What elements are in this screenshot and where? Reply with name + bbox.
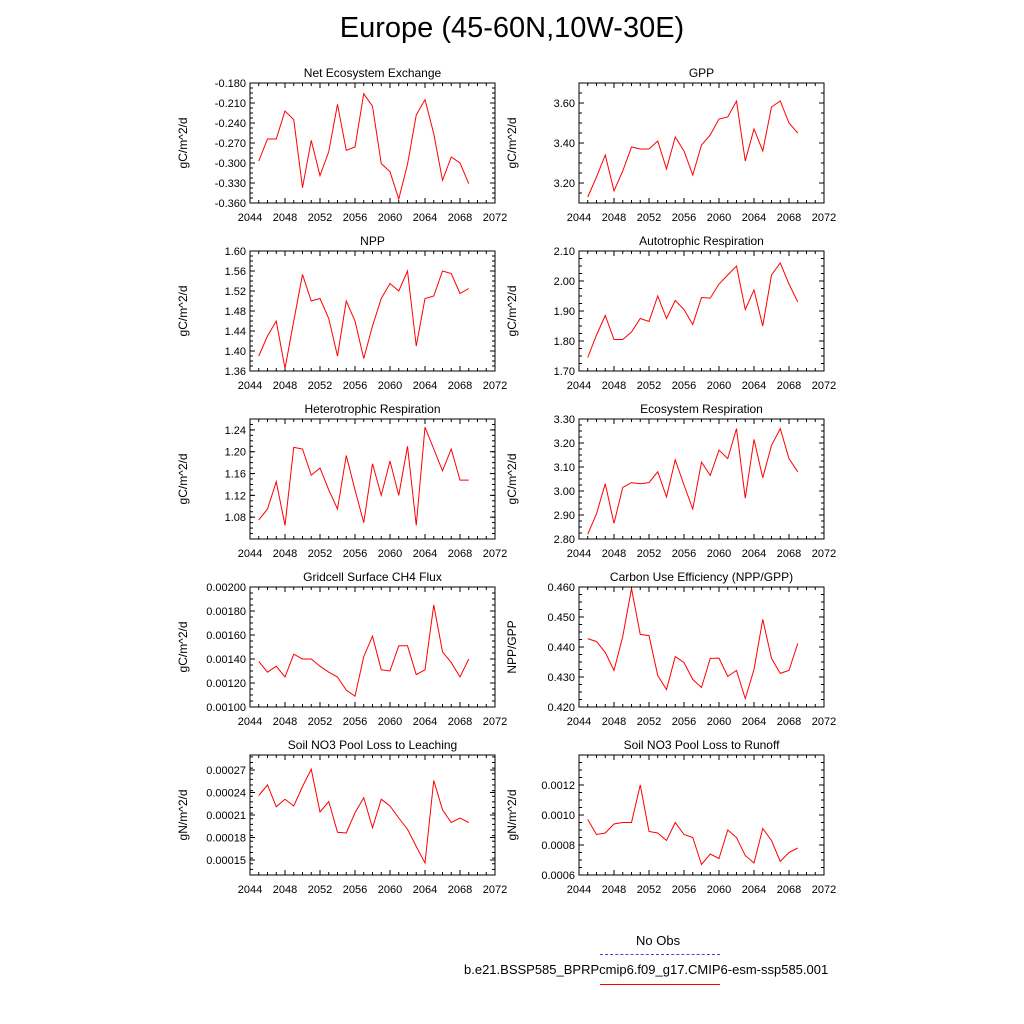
x-tick-label: 2064 <box>412 548 438 560</box>
y-tick-label: 1.56 <box>224 266 246 278</box>
y-tick-label: -0.240 <box>214 118 246 130</box>
x-tick-label: 2048 <box>272 884 298 896</box>
x-tick-label: 2060 <box>377 884 403 896</box>
x-tick-label: 2044 <box>566 212 592 224</box>
y-tick-label: 0.450 <box>547 612 575 624</box>
x-tick-label: 2056 <box>342 380 368 392</box>
y-axis-label: gC/m^2/d <box>505 285 519 337</box>
x-tick-label: 2044 <box>237 212 263 224</box>
y-tick-label: 3.40 <box>553 138 575 150</box>
y-tick-label: 0.00120 <box>206 678 246 690</box>
y-tick-label: 0.00021 <box>206 810 246 822</box>
x-tick-label: 2064 <box>741 884 767 896</box>
y-tick-label: 0.00180 <box>206 606 246 618</box>
y-tick-label: 0.00100 <box>206 702 246 714</box>
x-tick-label: 2068 <box>776 884 802 896</box>
chart-title: Autotrophic Respiration <box>639 234 764 248</box>
y-tick-label: 1.20 <box>224 446 246 459</box>
x-tick-label: 2052 <box>307 884 333 896</box>
chart-panel <box>176 234 507 392</box>
y-tick-label: -0.330 <box>214 178 246 190</box>
x-tick-label: 2048 <box>601 716 627 728</box>
x-tick-label: 2060 <box>706 548 732 560</box>
y-tick-label: -0.210 <box>214 98 246 110</box>
x-tick-label: 2056 <box>671 548 697 560</box>
y-axis-label: gC/m^2/d <box>505 453 519 505</box>
chart-title: GPP <box>688 66 715 80</box>
legend-model-label: b.e21.BSSP585_BPRPcmip6.f09_g17.CMIP6-esm-ssp585.001 <box>464 962 829 977</box>
y-tick-label: 3.60 <box>553 98 575 110</box>
x-tick-label: 2060 <box>706 884 732 896</box>
chart-panel <box>505 738 836 896</box>
y-tick-label: 0.420 <box>547 702 575 714</box>
y-tick-label: 0.00200 <box>206 582 246 594</box>
series-line <box>588 785 798 865</box>
x-tick-label: 2072 <box>811 716 837 728</box>
x-tick-label: 2052 <box>636 548 662 560</box>
x-tick-label: 2052 <box>307 212 333 224</box>
y-tick-label: 1.16 <box>224 468 246 481</box>
x-tick-label: 2056 <box>671 884 697 896</box>
plot-frame <box>579 83 824 203</box>
y-tick-label: 0.00015 <box>206 855 246 867</box>
x-tick-label: 2052 <box>636 380 662 392</box>
x-tick-label: 2060 <box>377 716 403 728</box>
chart-title: Net Ecosystem Exchange <box>303 66 442 80</box>
chart-title: Soil NO3 Pool Loss to Runoff <box>623 738 780 752</box>
chart-panel <box>176 66 507 224</box>
y-tick-label: 1.70 <box>553 366 575 378</box>
y-tick-label: 2.90 <box>553 510 575 522</box>
chart-title: Ecosystem Respiration <box>640 402 763 416</box>
x-tick-label: 2044 <box>566 716 592 728</box>
x-tick-label: 2068 <box>776 212 802 224</box>
y-axis-label: NPP/GPP <box>505 620 519 674</box>
x-tick-label: 2068 <box>447 548 473 560</box>
y-axis-label: gC/m^2/d <box>176 285 190 337</box>
series-line <box>588 263 798 358</box>
x-tick-label: 2068 <box>776 548 802 560</box>
y-tick-label: 0.0012 <box>541 780 575 792</box>
chart-title: Carbon Use Efficiency (NPP/GPP) <box>609 570 794 584</box>
y-tick-label: 1.60 <box>224 246 246 258</box>
y-tick-label: -0.180 <box>214 78 246 90</box>
x-tick-label: 2068 <box>776 716 802 728</box>
x-tick-label: 2044 <box>566 884 592 896</box>
x-tick-label: 2064 <box>741 548 767 560</box>
x-tick-label: 2060 <box>706 212 732 224</box>
x-tick-label: 2056 <box>342 548 368 560</box>
chart-title: Heterotrophic Respiration <box>304 402 441 416</box>
series-line <box>259 605 469 696</box>
y-tick-label: 2.00 <box>553 276 575 288</box>
x-tick-label: 2064 <box>741 212 767 224</box>
chart-title: Soil NO3 Pool Loss to Leaching <box>287 738 458 752</box>
y-tick-label: 0.00018 <box>206 832 246 845</box>
plot-frame <box>579 251 824 371</box>
x-tick-label: 2044 <box>237 548 263 560</box>
y-tick-label: 1.40 <box>224 346 246 358</box>
y-tick-label: 1.80 <box>553 336 575 348</box>
chart-panel <box>176 738 507 896</box>
y-axis-label: gC/m^2/d <box>176 621 190 673</box>
series-line <box>588 429 798 535</box>
y-tick-label: 1.44 <box>224 326 246 338</box>
plot-frame <box>250 587 495 707</box>
series-line <box>259 271 469 369</box>
x-tick-label: 2052 <box>307 548 333 560</box>
y-tick-label: 0.460 <box>547 582 575 594</box>
y-axis-label: gN/m^2/d <box>176 789 190 841</box>
x-tick-label: 2064 <box>412 212 438 224</box>
x-tick-label: 2048 <box>601 548 627 560</box>
chart-title: Gridcell Surface CH4 Flux <box>303 570 442 584</box>
x-tick-label: 2064 <box>741 380 767 392</box>
x-tick-label: 2044 <box>566 380 592 392</box>
series-line <box>588 101 798 197</box>
plot-frame <box>250 755 495 875</box>
x-tick-label: 2052 <box>636 716 662 728</box>
y-tick-label: 0.00024 <box>206 787 246 800</box>
x-tick-label: 2060 <box>377 548 403 560</box>
x-tick-label: 2052 <box>307 380 333 392</box>
y-tick-label: 3.20 <box>553 438 575 450</box>
y-tick-label: 0.0006 <box>541 870 575 882</box>
legend-model-line <box>600 984 720 985</box>
y-tick-label: 0.430 <box>547 672 575 684</box>
x-tick-label: 2068 <box>447 884 473 896</box>
y-axis-label: gC/m^2/d <box>176 117 190 169</box>
x-tick-label: 2056 <box>342 716 368 728</box>
chart-panel <box>176 402 507 560</box>
x-tick-label: 2052 <box>636 884 662 896</box>
x-tick-label: 2060 <box>706 380 732 392</box>
chart-panel <box>505 66 836 224</box>
y-tick-label: 3.10 <box>553 462 575 474</box>
x-tick-label: 2068 <box>447 716 473 728</box>
plot-frame <box>579 755 824 875</box>
plot-frame <box>579 419 824 539</box>
series-line <box>259 94 469 199</box>
x-tick-label: 2072 <box>482 884 508 896</box>
y-tick-label: 0.00027 <box>206 765 246 777</box>
page-title: Europe (45-60N,10W-30E) <box>339 12 685 44</box>
y-tick-label: -0.360 <box>214 198 246 210</box>
chart-panel <box>505 570 836 728</box>
y-tick-label: 2.10 <box>553 246 575 258</box>
x-tick-label: 2072 <box>811 212 837 224</box>
x-tick-label: 2068 <box>447 212 473 224</box>
y-tick-label: 0.00160 <box>206 630 246 642</box>
x-tick-label: 2048 <box>272 380 298 392</box>
x-tick-label: 2064 <box>741 716 767 728</box>
plot-frame <box>250 83 495 203</box>
x-tick-label: 2064 <box>412 716 438 728</box>
y-tick-label: 0.00140 <box>206 654 246 666</box>
x-tick-label: 2056 <box>671 212 697 224</box>
y-tick-label: 0.0008 <box>541 840 575 852</box>
y-tick-label: 3.20 <box>553 178 575 190</box>
x-tick-label: 2068 <box>776 380 802 392</box>
x-tick-label: 2056 <box>671 380 697 392</box>
x-tick-label: 2060 <box>706 716 732 728</box>
x-tick-label: 2052 <box>636 212 662 224</box>
y-tick-label: 2.80 <box>553 534 575 546</box>
y-tick-label: 0.0010 <box>541 810 575 822</box>
y-axis-label: gC/m^2/d <box>505 117 519 169</box>
x-tick-label: 2072 <box>482 716 508 728</box>
x-tick-label: 2052 <box>307 716 333 728</box>
y-tick-label: 1.90 <box>553 306 575 318</box>
series-line <box>259 427 469 525</box>
x-tick-label: 2072 <box>811 548 837 560</box>
y-tick-label: 1.12 <box>224 490 246 503</box>
x-tick-label: 2060 <box>377 380 403 392</box>
y-tick-label: 3.30 <box>553 414 575 426</box>
x-tick-label: 2048 <box>272 212 298 224</box>
x-tick-label: 2044 <box>237 380 263 392</box>
y-tick-label: 1.08 <box>224 512 246 525</box>
x-tick-label: 2072 <box>811 380 837 392</box>
x-tick-label: 2072 <box>811 884 837 896</box>
plot-frame <box>250 419 495 539</box>
x-tick-label: 2044 <box>237 716 263 728</box>
x-tick-label: 2048 <box>272 716 298 728</box>
y-tick-label: 1.24 <box>224 424 246 437</box>
chart-panel <box>505 234 836 392</box>
y-tick-label: 0.440 <box>547 642 575 654</box>
x-tick-label: 2064 <box>412 884 438 896</box>
x-tick-label: 2044 <box>566 548 592 560</box>
x-tick-label: 2056 <box>342 884 368 896</box>
y-axis-label: gN/m^2/d <box>505 789 519 841</box>
y-tick-label: 1.52 <box>224 286 246 298</box>
y-axis-label: gC/m^2/d <box>176 453 190 505</box>
chart-panel <box>176 570 507 728</box>
chart-panel <box>505 402 836 560</box>
x-tick-label: 2072 <box>482 212 508 224</box>
x-tick-label: 2064 <box>412 380 438 392</box>
y-tick-label: -0.270 <box>214 138 246 150</box>
series-line <box>259 769 469 863</box>
y-tick-label: -0.300 <box>214 158 246 170</box>
x-tick-label: 2056 <box>671 716 697 728</box>
x-tick-label: 2044 <box>237 884 263 896</box>
x-tick-label: 2048 <box>601 884 627 896</box>
legend-obs-label: No Obs <box>636 933 681 948</box>
chart-title: NPP <box>360 234 385 248</box>
series-line <box>588 589 798 699</box>
x-tick-label: 2048 <box>272 548 298 560</box>
x-tick-label: 2048 <box>601 212 627 224</box>
x-tick-label: 2060 <box>377 212 403 224</box>
plot-frame <box>579 587 824 707</box>
x-tick-label: 2056 <box>342 212 368 224</box>
legend-obs-line <box>600 954 720 955</box>
x-tick-label: 2072 <box>482 548 508 560</box>
x-tick-label: 2072 <box>482 380 508 392</box>
x-tick-label: 2068 <box>447 380 473 392</box>
y-tick-label: 3.00 <box>553 486 575 498</box>
x-tick-label: 2048 <box>601 380 627 392</box>
plot-frame <box>250 251 495 371</box>
y-tick-label: 1.36 <box>224 366 246 378</box>
y-tick-label: 1.48 <box>224 306 246 318</box>
